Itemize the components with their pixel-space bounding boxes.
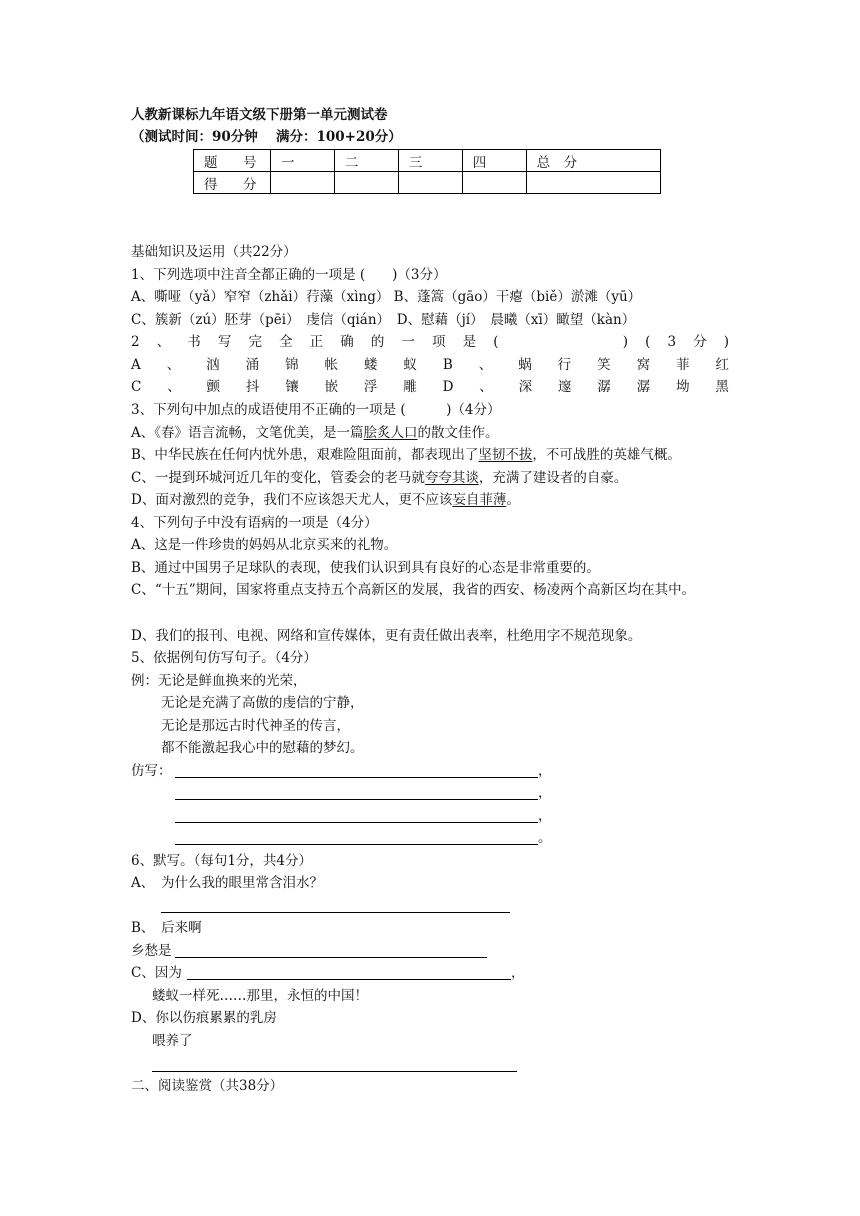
q2-option-token: 汹	[206, 357, 220, 373]
q3-d-text: D、面对激烈的竞争，我们不应该怨天尤人，更不应该	[131, 492, 453, 508]
q2-stem-token: 书	[187, 334, 201, 350]
score-table-score-row	[194, 172, 661, 194]
q3-c-text: C、一提到环城河近几年的变化，管委会的老马就	[131, 470, 425, 486]
q2-option-token: 锦	[285, 357, 299, 373]
q2-option-token: 潺	[636, 379, 651, 395]
q3-c-idiom: 夸夸其谈	[424, 470, 479, 486]
score-header-cell: 题 号	[194, 150, 271, 172]
q2-option-token: 潺	[597, 379, 611, 395]
q4-option-b: B、通过中国男子足球队的表现，使我们认识到具有良好的心态是非常重要的。	[131, 560, 600, 576]
q2-stem-token: 3	[667, 334, 677, 350]
q4-option-d: D、我们的报刊、电视、网络和宣传媒体，更有责任做出表率，杜绝用字不规范现象。	[131, 628, 642, 644]
score-input-cell[interactable]	[334, 172, 398, 194]
q5-imitation-label: 仿写：	[131, 763, 172, 779]
q3-option-c	[131, 472, 627, 486]
section-1-heading: 基础知识及运用（共22分）	[131, 244, 297, 260]
q6-item-b-label: 乡愁是	[131, 943, 172, 959]
q5-example-line-3: 无论是那远古时代神圣的传言，	[161, 718, 350, 734]
q6-item-b: B、 后来啊	[131, 920, 202, 936]
score-input-cell[interactable]	[462, 172, 526, 194]
section-2-heading: 二、阅读鉴赏（共38分）	[131, 1078, 284, 1094]
q2-option-token: 、	[478, 357, 493, 373]
q2-option-token: 、	[167, 379, 181, 395]
q6-c-answer-line[interactable]	[187, 979, 511, 980]
q2-option-row-ab	[131, 359, 729, 373]
page-title: 人教新课标九年语文级下册第一单元测试卷	[131, 107, 388, 123]
q2-option-token: 深	[518, 379, 533, 395]
q2-option-token: 行	[557, 357, 572, 373]
q2-option-token: 涌	[245, 357, 260, 373]
q2-stem-token: )	[622, 334, 628, 350]
q5-line-end: ，	[538, 808, 552, 824]
q2-option-token: 窝	[636, 357, 651, 373]
score-input-cell[interactable]	[271, 172, 335, 194]
q2-stem-token: 是	[462, 334, 477, 350]
q5-answer-line-1[interactable]	[175, 777, 538, 778]
q2-option-token: 、	[166, 357, 181, 373]
q2-option-token: 镶	[285, 379, 299, 395]
q3-a-idiom: 脍炙人口	[363, 425, 418, 441]
q3-b-text-end: ，不可战胜的英雄气概。	[532, 447, 681, 463]
q5-line-end: ，	[538, 785, 552, 801]
score-row-label: 得 分	[194, 172, 271, 194]
q2-stem-token: (	[645, 334, 651, 350]
q4-option-a: A、这是一件珍贵的妈妈从北京买来的礼物。	[131, 537, 398, 553]
q2-option-token: 蚁	[403, 357, 417, 373]
q2-option-token: 红	[715, 357, 729, 373]
q1-stem: 1、下列选项中注音全都正确的一项是 ( )（3分）	[131, 267, 447, 283]
score-table-header-row	[194, 150, 661, 172]
q6-a-answer-line[interactable]	[161, 912, 510, 913]
q5-line-end: 。	[538, 830, 552, 846]
q5-answer-line-2[interactable]	[175, 799, 538, 800]
q5-example-line-1: 例：无论是鲜血换来的光荣，	[131, 673, 307, 689]
q6-b-answer-line[interactable]	[175, 957, 487, 958]
q5-answer-line-4[interactable]	[175, 844, 538, 845]
q5-example-line-4: 都不能激起我心中的慰藉的梦幻。	[161, 740, 364, 756]
q2-stem-token: 项	[432, 334, 446, 350]
q4-option-c: C、“十五”期间，国家将重点支持五个高新区的发展，我省的西安、杨凌两个高新区均在其中。	[131, 582, 696, 598]
score-header-cell: 总 分	[526, 150, 660, 172]
q2-option-token: D	[442, 379, 454, 395]
q6-c-line-end: ，	[511, 965, 525, 981]
q3-c-text-end: ，充满了建设者的自豪。	[478, 470, 628, 486]
score-header-cell: 三	[398, 150, 462, 172]
q1-option-cd: C、簇新（zú）胚芽（pēi） 虔信（qián） D、慰藉（jí） 晨曦（xī）瞰望（kàn）	[131, 312, 636, 328]
q3-option-b	[131, 449, 681, 463]
q2-stem-token: 、	[156, 334, 171, 350]
score-header-cell: 二	[334, 150, 398, 172]
q2-option-token: 菲	[676, 357, 690, 373]
q2-stem-token: 确	[340, 334, 354, 350]
q2-option-token: 、	[479, 379, 493, 395]
q2-option-token: 蝼	[363, 357, 378, 373]
q2-stem-token: 2	[131, 334, 140, 350]
q2-stem-token: 一	[401, 334, 415, 350]
q2-stem-token: 完	[248, 334, 262, 350]
q2-option-token: 嵌	[324, 379, 339, 395]
q2-stem-token: (	[493, 334, 499, 350]
q1-option-ab: A、嘶哑（yǎ）窄窄（zhǎi）荇藻（xìng） B、蓬篙（gāo）干瘪（biě）淤滩（yū）	[131, 289, 642, 305]
q2-answer-space[interactable]	[516, 336, 606, 350]
q2-option-token: 浮	[363, 379, 378, 395]
q3-stem: 3、下列句中加点的成语使用不正确的一项是 ( )（4分）	[131, 402, 501, 418]
q4-stem: 4、下列句子中没有语病的一项是（4分）	[131, 515, 378, 531]
q5-answer-line-3[interactable]	[175, 822, 538, 823]
q6-item-a: A、 为什么我的眼里常含泪水？	[131, 875, 323, 891]
q6-item-d-continuation: 喂养了	[152, 1033, 193, 1049]
page-subtitle: （测试时间：90分钟 满分：100+20分）	[131, 129, 402, 145]
q2-option-token: 笑	[597, 357, 611, 373]
q2-option-token: 颤	[206, 379, 221, 395]
q2-stem-token: 写	[217, 334, 232, 350]
score-header-cell: 四	[462, 150, 526, 172]
q3-b-text: B、中华民族在任何内忧外患，艰难险阻面前，都表现出了	[131, 447, 479, 463]
q2-stem-token: )	[723, 334, 729, 350]
q3-option-a	[131, 427, 499, 441]
q3-a-text-end: 的散文佳作。	[417, 425, 499, 441]
q2-option-token: C	[131, 379, 142, 395]
q2-option-token: 黑	[715, 379, 729, 395]
q3-d-text-end: 。	[506, 492, 520, 508]
q2-stem-token: 分	[693, 334, 707, 350]
q2-option-token: 蜗	[518, 357, 532, 373]
q3-option-d	[131, 494, 520, 508]
q2-stem-token: 的	[370, 334, 385, 350]
score-input-cell[interactable]	[398, 172, 462, 194]
q2-option-row-cd	[131, 381, 729, 395]
q6-item-c-continuation: 蝼蚁一样死……那里，永恒的中国！	[152, 988, 368, 1004]
q3-b-idiom: 坚韧不拔	[478, 447, 533, 463]
q6-stem: 6、默写。（每句1分，共4分）	[131, 853, 313, 869]
q2-option-token: B	[442, 357, 453, 373]
score-table	[193, 149, 661, 194]
q3-a-text: A、《春》语言流畅，文笔优美，是一篇	[131, 425, 364, 441]
score-header-cell: 一	[271, 150, 335, 172]
q2-option-token: 帐	[324, 357, 339, 373]
q2-stem	[131, 336, 729, 350]
q5-example-line-2: 无论是充满了高傲的虔信的宁静，	[161, 695, 364, 711]
q6-item-c: C、因为	[131, 965, 182, 981]
q2-option-token: 邃	[557, 379, 572, 395]
q6-item-d: D、你以伤痕累累的乳房	[131, 1010, 277, 1026]
q2-stem-token: 全	[279, 334, 293, 350]
q2-option-token: 抖	[245, 379, 260, 395]
q5-stem: 5、依据例句仿写句子。（4分）	[131, 650, 317, 666]
q3-d-idiom: 妄自菲薄	[452, 492, 507, 508]
q2-option-token: 坳	[675, 379, 690, 395]
q5-line-end: ，	[538, 763, 552, 779]
q2-stem-token: 正	[309, 334, 324, 350]
q2-option-token: 雕	[403, 379, 417, 395]
score-input-cell[interactable]	[526, 172, 660, 194]
q2-option-token: A	[131, 357, 141, 373]
q6-d-answer-line[interactable]	[152, 1071, 517, 1072]
